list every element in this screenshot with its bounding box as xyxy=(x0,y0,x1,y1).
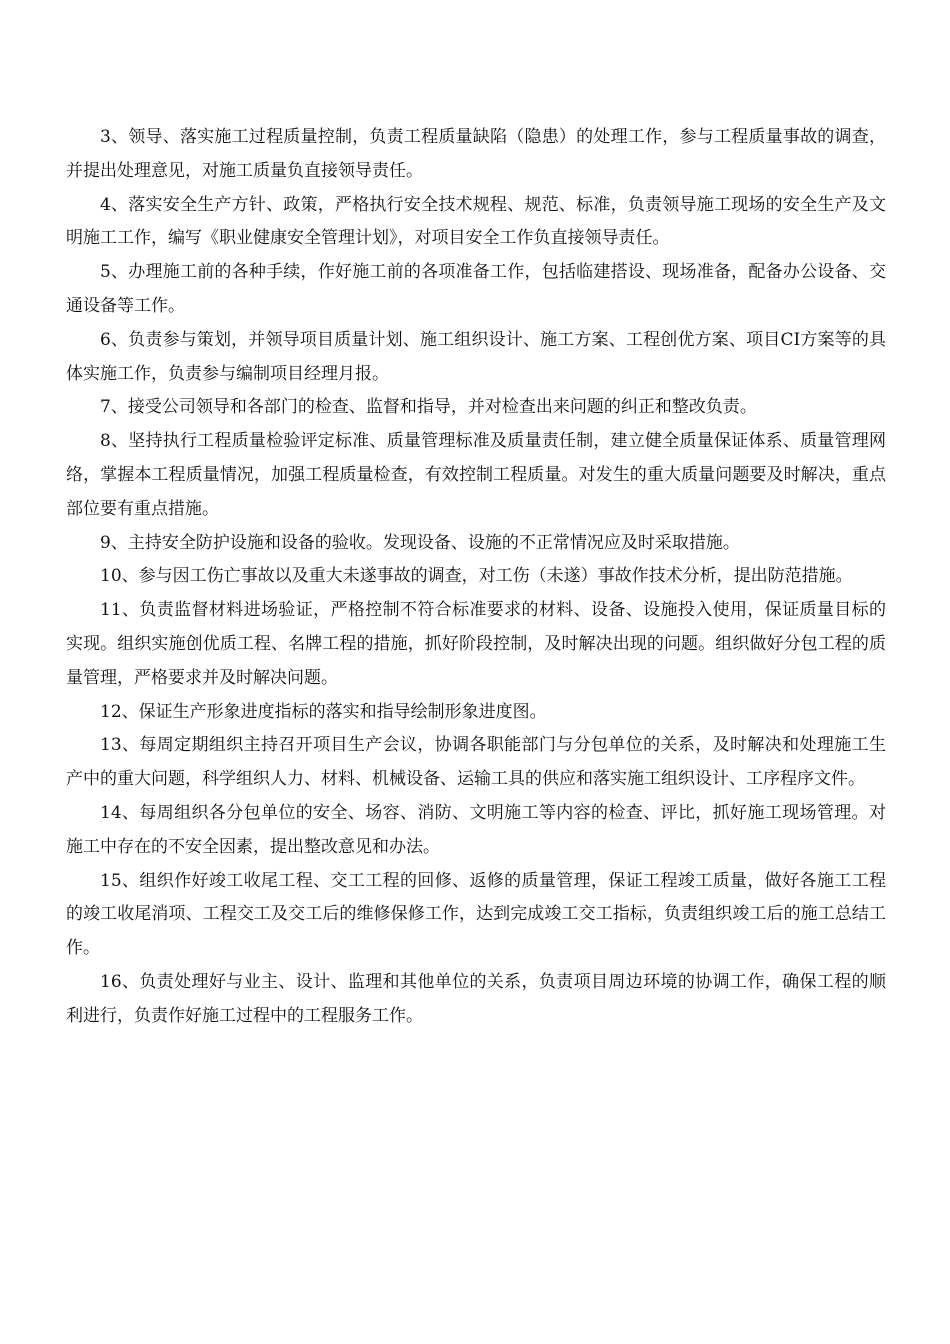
paragraph-item-14: 14、每周组织各分包单位的安全、场容、消防、文明施工等内容的检查、评比，抓好施工现场管理。对施工中存在的不安全因素，提出整改意见和办法。 xyxy=(66,802,886,857)
paragraph-item-15: 15、组织作好竣工收尾工程、交工工程的回修、返修的质量管理，保证工程竣工质量，做好各施工工程的竣工收尾消项、工程交工及交工后的维修保修工作，达到完成竣工交工指标，负责组织竣工后的施工总结工作。 xyxy=(66,870,886,959)
paragraph-item-12: 12、保证生产形象进度指标的落实和指导绘制形象进度图。 xyxy=(100,701,547,722)
paragraph-item-7: 7、接受公司领导和各部门的检查、监督和指导，并对检查出来问题的纠正和整改负责。 xyxy=(100,397,757,418)
paragraph-item-3: 3、领导、落实施工过程质量控制，负责工程质量缺陷（隐患）的处理工作，参与工程质量事故的调查，并提出处理意见，对施工质量负直接领导责任。 xyxy=(66,127,886,181)
paragraph-item-6: 6、负责参与策划，并领导项目质量计划、施工组织设计、施工方案、工程创优方案、项目CI方案等的具体实施工作，负责参与编制项目经理月报。 xyxy=(66,329,886,384)
paragraph-item-8: 8、坚持执行工程质量检验评定标准、质量管理标准及质量责任制，建立健全质量保证体系、质量管理网络，掌握本工程质量情况，加强工程质量检查，有效控制工程质量。对发生的重大质量问题要及时解决，重点部位要有重点措施。 xyxy=(66,431,886,519)
paragraph-item-10: 10、参与因工伤亡事故以及重大未遂事故的调查，对工伤（未遂）事故作技术分析，提出防范措施。 xyxy=(100,566,853,587)
paragraph-item-9: 9、主持安全防护设施和设备的验收。发现设备、设施的不正常情况应及时采取措施。 xyxy=(100,532,740,553)
paragraph-item-13: 13、每周定期组织主持召开项目生产会议，协调各职能部门与分包单位的关系，及时解决和处理施工生产中的重大问题，科学组织人力、材料、机械设备、运输工具的供应和落实施工组织设计、工序程序文件。 xyxy=(66,735,886,790)
paragraph-item-4: 4、落实安全生产方针、政策，严格执行安全技术规程、规范、标准，负责领导施工现场的安全生产及文明施工工作，编写《职业健康安全管理计划》，对项目安全工作负直接领导责任。 xyxy=(66,194,886,249)
paragraph-item-11: 11、负责监督材料进场验证，严格控制不符合标准要求的材料、设备、设施投入使用，保证质量目标的实现。组织实施创优质工程、名牌工程的措施，抓好阶段控制，及时解决出现的问题。组织做好分包工程的质量管理，严格要求并及时解决问题。 xyxy=(66,600,886,688)
document-body xyxy=(66,121,886,1034)
paragraph-item-5: 5、办理施工前的各种手续，作好施工前的各项准备工作，包括临建搭设、现场准备，配备办公设备、交通设备等工作。 xyxy=(66,262,886,316)
paragraph-item-16: 16、负责处理好与业主、设计、监理和其他单位的关系，负责项目周边环境的协调工作，确保工程的顺利进行，负责作好施工过程中的工程服务工作。 xyxy=(66,971,886,1026)
